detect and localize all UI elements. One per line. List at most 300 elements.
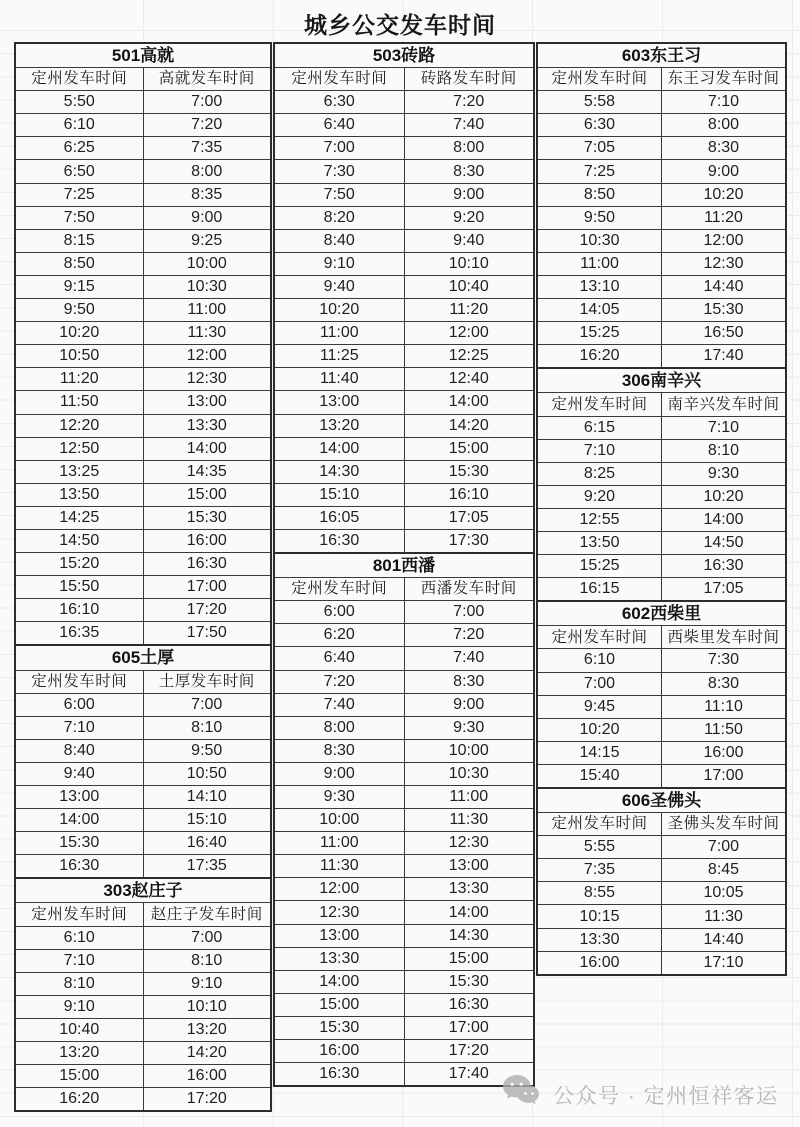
time-cell: 6:40 xyxy=(323,116,355,134)
table-row xyxy=(275,831,533,854)
time-cell: 12:20 xyxy=(59,416,100,434)
time-cell: 9:00 xyxy=(404,184,534,206)
table-row xyxy=(16,1087,270,1110)
time-cell: 8:30 xyxy=(404,671,534,693)
time-cell: 7:20 xyxy=(404,91,534,113)
table-row xyxy=(275,367,533,390)
column-header-row xyxy=(16,902,270,925)
table-row xyxy=(16,90,270,113)
time-cell: 17:00 xyxy=(661,765,785,787)
time-cell: 6:15 xyxy=(583,418,616,436)
column-header-row xyxy=(538,392,785,415)
table-row xyxy=(16,693,270,716)
time-cell: 7:10 xyxy=(63,718,95,736)
table-row xyxy=(538,764,785,787)
time-cell: 12:30 xyxy=(319,903,360,921)
table-row xyxy=(538,648,785,671)
time-cell: 9:25 xyxy=(143,230,271,252)
time-cell: 8:00 xyxy=(323,718,355,736)
table-row xyxy=(538,928,785,951)
time-cell: 16:50 xyxy=(661,322,785,344)
time-cell: 16:35 xyxy=(59,624,100,642)
time-cell: 14:20 xyxy=(143,1042,271,1064)
route-title-row xyxy=(275,44,533,67)
table-row xyxy=(275,437,533,460)
time-cell: 7:20 xyxy=(323,672,355,690)
table-row xyxy=(16,206,270,229)
time-cell: 7:40 xyxy=(404,114,534,136)
time-cell: 15:25 xyxy=(579,557,620,575)
time-cell: 7:20 xyxy=(143,114,271,136)
route-section xyxy=(536,367,787,602)
route-section xyxy=(14,877,272,1112)
table-row xyxy=(16,1041,270,1064)
table-row xyxy=(16,298,270,321)
time-cell: 13:50 xyxy=(579,534,620,552)
time-cell: 9:40 xyxy=(63,764,95,782)
column-header: 赵庄子发车时间 xyxy=(143,903,271,925)
time-cell: 14:50 xyxy=(661,532,785,554)
time-cell: 9:30 xyxy=(661,463,785,485)
time-cell: 11:00 xyxy=(404,786,534,808)
table-row xyxy=(275,716,533,739)
time-cell: 17:20 xyxy=(143,1088,271,1110)
time-cell: 17:30 xyxy=(404,530,534,552)
time-cell: 6:10 xyxy=(63,928,95,946)
time-cell: 6:20 xyxy=(323,626,355,644)
table-row xyxy=(16,367,270,390)
time-cell: 13:00 xyxy=(404,855,534,877)
table-row xyxy=(538,835,785,858)
table-row xyxy=(275,275,533,298)
time-cell: 15:30 xyxy=(661,299,785,321)
time-cell: 8:40 xyxy=(63,741,95,759)
route-title-row xyxy=(538,789,785,812)
timetable-column-middle xyxy=(273,42,535,1087)
table-row xyxy=(275,993,533,1016)
time-cell: 14:35 xyxy=(143,461,271,483)
time-cell: 10:00 xyxy=(319,811,360,829)
time-cell: 12:30 xyxy=(661,253,785,275)
time-cell: 9:10 xyxy=(63,997,95,1015)
route-title: 303赵庄子 xyxy=(103,881,183,901)
time-cell: 7:00 xyxy=(143,91,271,113)
time-cell: 15:10 xyxy=(143,809,271,831)
time-cell: 16:05 xyxy=(319,508,360,526)
route-title: 605土厚 xyxy=(111,648,175,668)
route-title: 602西柴里 xyxy=(621,604,702,624)
table-row xyxy=(538,321,785,344)
table-row xyxy=(275,900,533,923)
time-cell: 16:00 xyxy=(579,953,620,971)
table-row xyxy=(538,416,785,439)
time-cell: 13:30 xyxy=(143,415,271,437)
time-cell: 10:05 xyxy=(661,882,785,904)
time-cell: 12:25 xyxy=(404,345,534,367)
time-cell: 6:30 xyxy=(583,116,616,134)
time-cell: 10:20 xyxy=(579,720,620,738)
table-row xyxy=(16,483,270,506)
time-cell: 5:50 xyxy=(63,93,95,111)
table-row xyxy=(538,718,785,741)
route-title-row xyxy=(16,44,270,67)
table-row xyxy=(275,460,533,483)
table-row xyxy=(275,739,533,762)
time-cell: 15:20 xyxy=(59,555,100,573)
time-cell: 7:20 xyxy=(404,624,534,646)
time-cell: 9:30 xyxy=(323,788,355,806)
time-cell: 12:00 xyxy=(661,230,785,252)
time-cell: 13:30 xyxy=(319,949,360,967)
time-cell: 6:50 xyxy=(63,162,95,180)
time-cell: 10:15 xyxy=(579,907,620,925)
time-cell: 14:00 xyxy=(661,509,785,531)
watermark xyxy=(502,1074,792,1116)
time-cell: 8:00 xyxy=(661,114,785,136)
column-header: 东王习发车时间 xyxy=(661,68,785,90)
time-cell: 13:00 xyxy=(59,788,100,806)
time-cell: 14:05 xyxy=(579,301,620,319)
time-cell: 15:00 xyxy=(143,484,271,506)
time-cell: 7:00 xyxy=(143,694,271,716)
time-cell: 8:50 xyxy=(63,254,95,272)
time-cell: 9:15 xyxy=(63,277,95,295)
table-row xyxy=(538,183,785,206)
time-cell: 16:30 xyxy=(319,532,360,550)
table-row xyxy=(16,460,270,483)
table-row xyxy=(16,414,270,437)
time-cell: 16:20 xyxy=(579,347,620,365)
table-row xyxy=(16,1064,270,1087)
time-cell: 10:30 xyxy=(404,763,534,785)
time-cell: 10:50 xyxy=(59,347,100,365)
time-cell: 8:15 xyxy=(63,231,95,249)
time-cell: 16:00 xyxy=(661,742,785,764)
table-row xyxy=(16,229,270,252)
table-row xyxy=(16,321,270,344)
time-cell: 8:20 xyxy=(323,208,355,226)
table-row xyxy=(16,437,270,460)
time-cell: 6:25 xyxy=(63,139,95,157)
time-cell: 9:45 xyxy=(583,697,616,715)
time-cell: 14:40 xyxy=(661,276,785,298)
time-cell: 8:30 xyxy=(661,673,785,695)
time-cell: 10:50 xyxy=(143,763,271,785)
table-row xyxy=(16,739,270,762)
time-cell: 10:10 xyxy=(404,253,534,275)
time-cell: 11:20 xyxy=(59,370,99,388)
time-cell: 15:30 xyxy=(319,1018,360,1036)
route-title: 501高就 xyxy=(111,46,175,66)
table-row xyxy=(538,344,785,367)
table-row xyxy=(16,762,270,785)
table-row xyxy=(16,808,270,831)
time-cell: 15:00 xyxy=(319,995,360,1013)
table-row xyxy=(275,483,533,506)
time-cell: 8:30 xyxy=(323,741,355,759)
time-cell: 13:20 xyxy=(59,1044,100,1062)
column-header: 定州发车时间 xyxy=(31,672,128,690)
column-header: 圣佛头发车时间 xyxy=(661,813,785,835)
table-row xyxy=(275,600,533,623)
route-title-row xyxy=(275,554,533,577)
route-section xyxy=(273,42,535,554)
time-cell: 16:40 xyxy=(143,832,271,854)
time-cell: 14:00 xyxy=(404,901,534,923)
time-cell: 9:40 xyxy=(404,230,534,252)
time-cell: 9:30 xyxy=(404,717,534,739)
route-section xyxy=(536,600,787,789)
table-row xyxy=(538,90,785,113)
column-header: 定州发车时间 xyxy=(291,580,388,598)
time-cell: 17:20 xyxy=(143,599,271,621)
column-header: 定州发车时间 xyxy=(31,905,128,923)
table-row xyxy=(16,926,270,949)
time-cell: 15:30 xyxy=(143,507,271,529)
time-cell: 16:00 xyxy=(143,1065,271,1087)
table-row xyxy=(275,670,533,693)
time-cell: 13:10 xyxy=(579,277,620,295)
table-row xyxy=(275,1062,533,1085)
time-cell: 14:50 xyxy=(59,532,100,550)
time-cell: 15:25 xyxy=(579,324,620,342)
column-header: 定州发车时间 xyxy=(551,395,648,413)
page-title: 城乡公交发车时间 xyxy=(304,11,496,38)
table-row xyxy=(275,785,533,808)
table-row xyxy=(538,741,785,764)
time-cell: 9:00 xyxy=(404,694,534,716)
time-cell: 11:50 xyxy=(59,393,99,411)
time-cell: 8:30 xyxy=(404,160,534,182)
time-cell: 7:10 xyxy=(661,91,785,113)
time-cell: 14:30 xyxy=(319,462,360,480)
table-row xyxy=(275,877,533,900)
time-cell: 7:35 xyxy=(143,137,271,159)
time-cell: 14:00 xyxy=(319,972,360,990)
time-cell: 10:00 xyxy=(143,253,271,275)
time-cell: 11:00 xyxy=(319,834,359,852)
time-cell: 11:00 xyxy=(319,324,359,342)
time-cell: 17:00 xyxy=(404,1017,534,1039)
table-row xyxy=(275,344,533,367)
table-row xyxy=(16,995,270,1018)
time-cell: 16:00 xyxy=(143,530,271,552)
time-cell: 6:00 xyxy=(323,603,355,621)
time-cell: 5:55 xyxy=(583,838,616,856)
column-header-row xyxy=(538,625,785,648)
table-row xyxy=(16,1018,270,1041)
time-cell: 15:10 xyxy=(319,485,360,503)
timetable-column-right xyxy=(536,42,787,976)
table-row xyxy=(16,390,270,413)
time-cell: 17:05 xyxy=(404,507,534,529)
time-cell: 11:10 xyxy=(661,696,785,718)
time-cell: 7:00 xyxy=(583,674,616,692)
table-row xyxy=(275,808,533,831)
table-row xyxy=(538,439,785,462)
time-cell: 10:40 xyxy=(59,1020,100,1038)
table-row xyxy=(275,924,533,947)
column-header: 定州发车时间 xyxy=(291,70,388,88)
time-cell: 8:40 xyxy=(323,231,355,249)
table-row xyxy=(538,462,785,485)
time-cell: 8:30 xyxy=(661,137,785,159)
time-cell: 17:35 xyxy=(143,855,271,877)
time-cell: 8:00 xyxy=(143,160,271,182)
time-cell: 8:35 xyxy=(143,184,271,206)
time-cell: 16:10 xyxy=(404,484,534,506)
time-cell: 7:05 xyxy=(583,139,616,157)
time-cell: 13:30 xyxy=(404,878,534,900)
route-section xyxy=(14,644,272,879)
time-cell: 15:50 xyxy=(59,578,100,596)
table-row xyxy=(16,854,270,877)
time-cell: 13:30 xyxy=(579,930,620,948)
time-cell: 10:10 xyxy=(143,996,271,1018)
table-row xyxy=(16,575,270,598)
table-row xyxy=(538,113,785,136)
time-cell: 11:00 xyxy=(143,299,271,321)
time-cell: 8:00 xyxy=(404,137,534,159)
time-cell: 12:55 xyxy=(579,510,620,528)
table-row xyxy=(275,854,533,877)
time-cell: 9:50 xyxy=(583,208,616,226)
time-cell: 14:00 xyxy=(319,439,360,457)
time-cell: 7:10 xyxy=(661,417,785,439)
watermark-text: 公众号 · 定州恒祥客运 xyxy=(553,1085,779,1108)
time-cell: 13:00 xyxy=(319,926,360,944)
time-cell: 8:55 xyxy=(583,884,616,902)
table-row xyxy=(16,252,270,275)
column-header: 定州发车时间 xyxy=(551,628,648,646)
time-cell: 17:40 xyxy=(661,345,785,367)
time-cell: 12:00 xyxy=(143,345,271,367)
time-cell: 16:30 xyxy=(143,553,271,575)
time-cell: 9:00 xyxy=(661,160,785,182)
time-cell: 15:40 xyxy=(579,766,620,784)
table-row xyxy=(538,881,785,904)
time-cell: 9:20 xyxy=(404,207,534,229)
time-cell: 7:00 xyxy=(404,601,534,623)
time-cell: 11:00 xyxy=(580,254,619,272)
table-row xyxy=(538,485,785,508)
time-cell: 7:35 xyxy=(583,861,616,879)
time-cell: 9:40 xyxy=(323,277,355,295)
table-row xyxy=(275,252,533,275)
time-cell: 7:25 xyxy=(63,185,95,203)
table-row xyxy=(275,159,533,182)
time-cell: 6:40 xyxy=(323,649,355,667)
table-row xyxy=(16,113,270,136)
time-cell: 7:40 xyxy=(323,695,355,713)
table-row xyxy=(16,183,270,206)
table-row xyxy=(275,1016,533,1039)
wechat-icon xyxy=(502,1074,544,1116)
time-cell: 14:25 xyxy=(59,508,100,526)
route-title: 801西潘 xyxy=(372,556,436,576)
column-header: 定州发车时间 xyxy=(551,70,648,88)
time-cell: 15:30 xyxy=(404,461,534,483)
column-header: 土厚发车时间 xyxy=(143,671,271,693)
time-cell: 8:10 xyxy=(143,950,271,972)
column-header-row xyxy=(538,812,785,835)
table-row xyxy=(538,531,785,554)
time-cell: 17:40 xyxy=(404,1063,534,1085)
table-row xyxy=(275,414,533,437)
table-row xyxy=(275,90,533,113)
table-row xyxy=(538,904,785,927)
table-row xyxy=(275,229,533,252)
time-cell: 10:40 xyxy=(404,276,534,298)
time-cell: 11:30 xyxy=(319,857,359,875)
time-cell: 12:00 xyxy=(319,880,360,898)
table-row xyxy=(538,577,785,600)
time-cell: 9:10 xyxy=(143,973,271,995)
table-row xyxy=(16,972,270,995)
time-cell: 10:30 xyxy=(579,231,620,249)
time-cell: 7:00 xyxy=(661,836,785,858)
time-cell: 17:20 xyxy=(404,1040,534,1062)
route-section xyxy=(536,787,787,976)
table-row xyxy=(275,113,533,136)
time-cell: 13:20 xyxy=(143,1019,271,1041)
time-cell: 6:30 xyxy=(323,93,355,111)
time-cell: 12:30 xyxy=(143,368,271,390)
time-cell: 6:00 xyxy=(63,695,95,713)
column-header: 高就发车时间 xyxy=(143,68,271,90)
table-row xyxy=(275,529,533,552)
time-cell: 11:40 xyxy=(319,370,359,388)
table-row xyxy=(16,598,270,621)
column-header: 砖路发车时间 xyxy=(404,68,534,90)
time-cell: 9:10 xyxy=(323,254,355,272)
time-cell: 9:50 xyxy=(143,740,271,762)
time-cell: 14:00 xyxy=(404,391,534,413)
time-cell: 8:50 xyxy=(583,185,616,203)
time-cell: 14:00 xyxy=(59,811,100,829)
table-row xyxy=(275,623,533,646)
column-header: 西柴里发车时间 xyxy=(661,626,785,648)
table-row xyxy=(275,506,533,529)
time-cell: 16:10 xyxy=(59,601,100,619)
time-cell: 15:30 xyxy=(59,834,100,852)
table-row xyxy=(275,646,533,669)
time-cell: 12:00 xyxy=(404,322,534,344)
route-title-row xyxy=(16,646,270,669)
time-cell: 10:30 xyxy=(143,276,271,298)
table-row xyxy=(16,831,270,854)
table-row xyxy=(16,785,270,808)
table-row xyxy=(16,275,270,298)
route-section xyxy=(273,552,535,1087)
time-cell: 15:30 xyxy=(404,971,534,993)
time-cell: 16:00 xyxy=(319,1042,360,1060)
time-cell: 7:10 xyxy=(583,441,616,459)
table-row xyxy=(538,672,785,695)
time-cell: 16:20 xyxy=(59,1090,100,1108)
table-row xyxy=(538,858,785,881)
column-header-row xyxy=(275,67,533,90)
time-cell: 5:58 xyxy=(583,93,616,111)
time-cell: 16:30 xyxy=(59,857,100,875)
time-cell: 11:25 xyxy=(319,347,359,365)
time-cell: 11:50 xyxy=(661,719,785,741)
table-row xyxy=(275,947,533,970)
table-row xyxy=(16,529,270,552)
time-cell: 11:30 xyxy=(143,322,271,344)
time-cell: 9:20 xyxy=(583,487,616,505)
time-cell: 17:05 xyxy=(661,578,785,600)
